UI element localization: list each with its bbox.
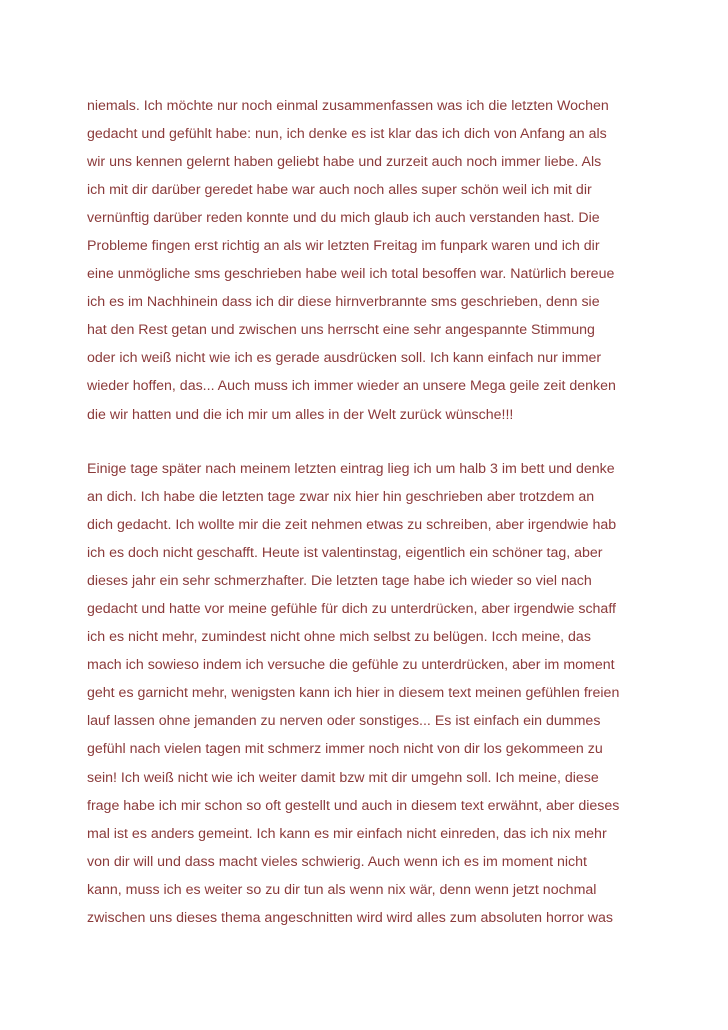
text-line: vernünftig darüber reden konnte und du mich glaub ich auch verstanden hast. Die <box>87 210 600 227</box>
text-line: kann, muss ich es weiter so zu dir tun als wenn nix wär, denn wenn jetzt nochmal <box>87 881 597 898</box>
text-line: niemals. Ich möchte nur noch einmal zusammenfassen was ich die letzten Wochen <box>87 98 609 114</box>
text-line: zwischen uns dieses thema angeschnitten wird wird alles zum absoluten horror was <box>87 909 613 926</box>
text-line: gedacht und hatte vor meine gefühle für dich zu unterdrücken, aber irgendwie schaff <box>87 601 616 618</box>
text-line: hat den Rest getan und zwischen uns herrscht eine sehr angespannte Stimmung <box>87 322 595 339</box>
text-line: wieder hoffen, das... Auch muss ich immer wieder an unsere Mega geile zeit denken <box>87 378 616 395</box>
text-line: die wir hatten und die ich mir um alles in der Welt zurück wünsche!!! <box>87 406 514 423</box>
text-line: lauf lassen ohne jemanden zu nerven oder sonstiges... Es ist einfach ein dummes <box>87 713 601 730</box>
text-line: mal ist es anders gemeint. Ich kann es mir einfach nicht einreden, das ich nix mehr <box>87 825 607 842</box>
text-line: wir uns kennen gelernt haben geliebt habe und zurzeit auch noch immer liebe. Als <box>87 154 602 171</box>
text-line: frage habe ich mir schon so oft gestellt und auch in diesem text erwähnt, aber dieses <box>87 797 620 814</box>
text-line: von dir will und dass macht vieles schwierig. Auch wenn ich es im moment nicht <box>87 853 587 870</box>
text-line: oder ich weiß nicht wie ich es gerade ausdrücken soll. Ich kann einfach nur immer <box>87 350 602 367</box>
text-line: Einige tage später nach meinem letzten eintrag lieg ich um halb 3 im bett und denke <box>87 461 615 477</box>
text-line: gefühl nach vielen tagen mit schmerz immer noch nicht von dir los gekommeen zu <box>87 741 603 758</box>
text-line: dieses jahr ein sehr schmerzhafter. Die letzten tage habe ich wieder so viel nach <box>87 573 592 590</box>
paragraph-1 <box>87 92 687 429</box>
text-line: ich es doch nicht geschafft. Heute ist valentinstag, eigentlich ein schöner tag, aber <box>87 545 603 562</box>
text-line: gedacht und gefühlt habe: nun, ich denke es ist klar das ich dich von Anfang an als <box>87 126 607 143</box>
text-line: an dich. Ich habe die letzten tage zwar nix hier hin geschrieben aber trotzdem an <box>87 489 595 506</box>
text-line: geht es garnicht mehr, wenigsten kann ich hier in diesem text meinen gefühlen freien <box>87 685 620 702</box>
text-line: ich es nicht mehr, zumindest nicht ohne mich selbst zu belügen. Icch meine, das <box>87 629 591 646</box>
text-line: ich mit dir darüber geredet habe war auch noch alles super schön weil ich mit dir <box>87 182 592 199</box>
text-line: eine unmögliche sms geschrieben habe weil ich total besoffen war. Natürlich bereue <box>87 266 615 283</box>
text-line: sein! Ich weiß nicht wie ich weiter damit bzw mit dir umgehn soll. Ich meine, diese <box>87 769 599 786</box>
text-line: dich gedacht. Ich wollte mir die zeit nehmen etwas zu schreiben, aber irgendwie hab <box>87 517 617 534</box>
text-line: Probleme fingen erst richtig an als wir letzten Freitag im funpark waren und ich dir <box>87 238 600 255</box>
paragraph-2 <box>87 455 687 932</box>
text-line: ich es im Nachhinein dass ich dir diese hirnverbrannte sms geschrieben, denn sie <box>87 294 600 311</box>
text-line: mach ich sowieso indem ich versuche die gefühle zu unterdrücken, aber im moment <box>87 657 615 674</box>
